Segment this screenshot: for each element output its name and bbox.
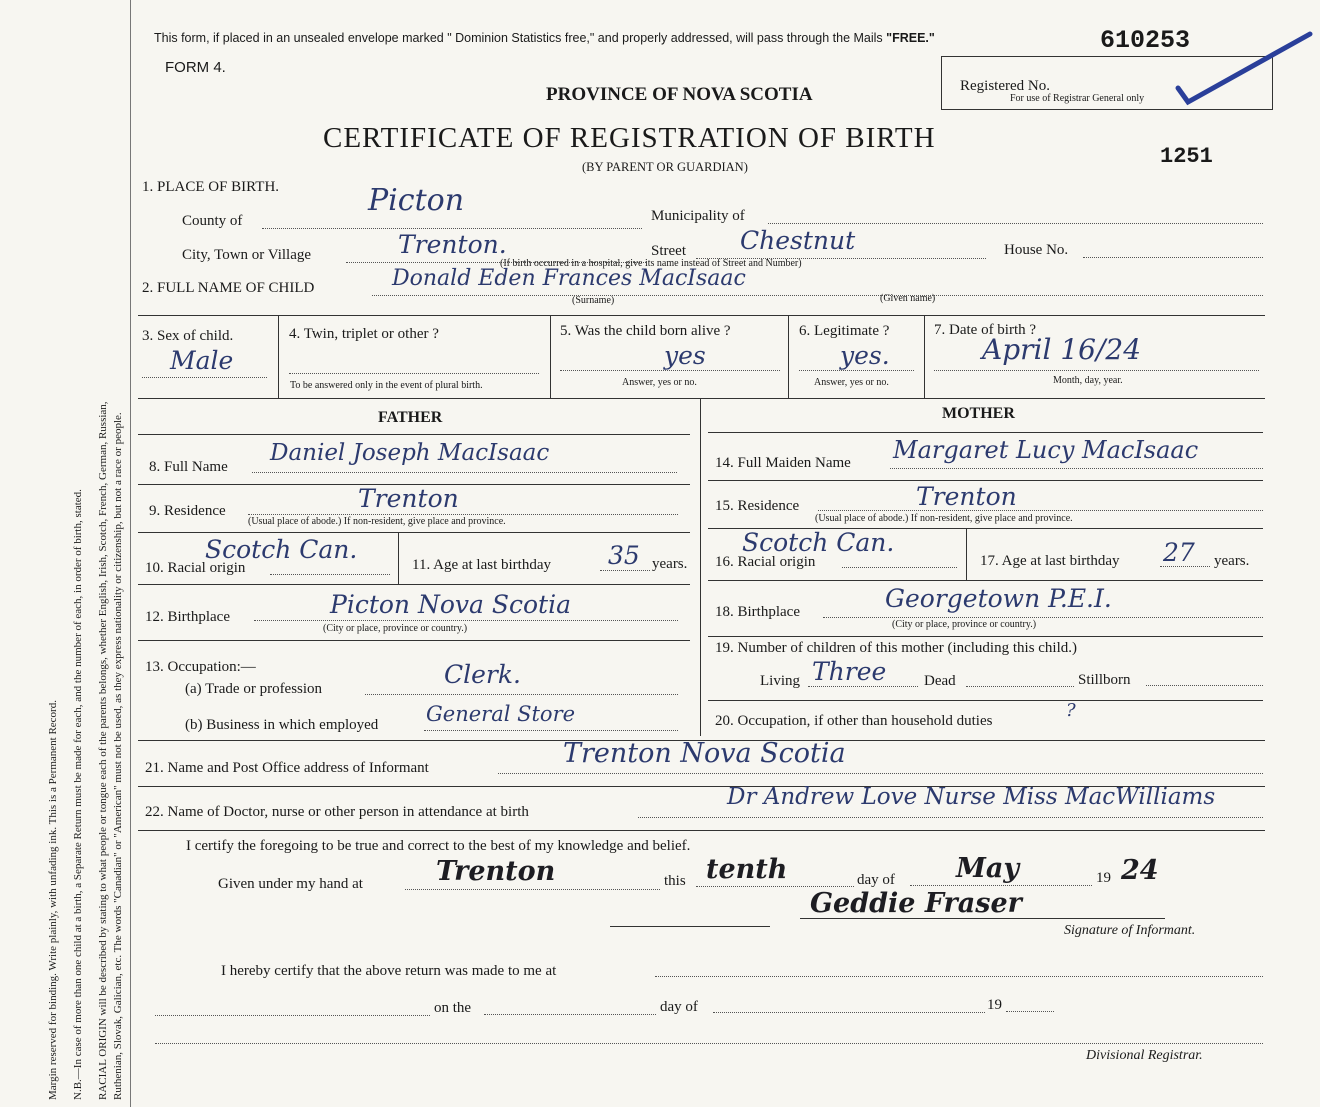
mother-name-value: Margaret Lucy MacIsaac bbox=[893, 436, 1199, 464]
father-birthplace-value: Picton Nova Scotia bbox=[330, 590, 571, 619]
year-prefix: 19 bbox=[1096, 870, 1111, 886]
father-occupation-label: 13. Occupation:— bbox=[145, 659, 256, 675]
row3-top-line bbox=[138, 315, 1265, 316]
row3-bottom-line bbox=[138, 398, 1265, 399]
mother-row14-line bbox=[708, 480, 1263, 481]
margin-note-racial-cont: Ruthenian, Slovak, Galician, etc. The words "Canadian" or "American" must not be used, as they express nationality or citizenship, but not a race or people. bbox=[112, 412, 124, 1100]
legitimate-label: 6. Legitimate ? bbox=[799, 323, 890, 339]
alive-value: yes bbox=[664, 341, 706, 370]
province-heading: PROVINCE OF NOVA SCOTIA bbox=[546, 84, 813, 105]
father-row9-line bbox=[138, 532, 690, 533]
row3-div1 bbox=[278, 315, 279, 398]
on-the-label: on the bbox=[434, 1000, 472, 1016]
county-label: County of bbox=[182, 213, 243, 229]
doctor-value: Dr Andrew Love Nurse Miss MacWilliams bbox=[727, 784, 1216, 810]
dob-note: Month, day, year. bbox=[1053, 375, 1123, 386]
father-name-label: 8. Full Name bbox=[149, 459, 228, 475]
on-the-line bbox=[484, 1014, 656, 1015]
hospital-note: (If birth occurred in a hospital, give its name instead of Street and Number) bbox=[500, 258, 802, 269]
mother-stillborn-line bbox=[1146, 685, 1263, 686]
registrar-place-line bbox=[655, 976, 1263, 977]
county-line bbox=[262, 228, 642, 229]
month-value: May bbox=[956, 853, 1020, 884]
father-race-label: 10. Racial origin bbox=[145, 560, 246, 576]
mother-children-label: 19. Number of children of this mother (including this child.) bbox=[715, 640, 1078, 656]
city-value: Trenton. bbox=[398, 230, 507, 259]
given-name-note: (Given name) bbox=[880, 293, 936, 304]
mail-notice-text: This form, if placed in an unsealed envelope marked " Dominion Statistics free," and properly addressed, will pass through the Mails bbox=[154, 31, 883, 45]
day-line bbox=[696, 886, 854, 887]
father-name-value: Daniel Joseph MacIsaac bbox=[270, 440, 550, 466]
given-label: Given under my hand at bbox=[218, 876, 363, 892]
mother-birthplace-value: Georgetown P.E.I. bbox=[885, 584, 1112, 613]
stamp-number: 1251 bbox=[1160, 144, 1213, 169]
sex-label: 3. Sex of child. bbox=[142, 328, 234, 344]
father-age-line bbox=[600, 570, 650, 571]
mother-name-label: 14. Full Maiden Name bbox=[715, 455, 851, 471]
father-trade-value: Clerk. bbox=[444, 660, 521, 689]
margin-note-nb: N.B.—In case of more than one child at a birth, a Separate Return must be made for each, and the number of each, in order of birth, stated. bbox=[72, 489, 84, 1100]
father-row12-line bbox=[138, 640, 690, 641]
mother-dead-label: Dead bbox=[924, 673, 956, 689]
divisional-registrar-caption: Divisional Registrar. bbox=[1086, 1048, 1203, 1063]
month-line bbox=[910, 885, 1092, 886]
informant-value: Trenton Nova Scotia bbox=[563, 738, 846, 769]
mother-occupation-label: 20. Occupation, if other than household duties bbox=[715, 713, 993, 729]
twin-label: 4. Twin, triplet or other ? bbox=[289, 326, 439, 342]
mother-row16-div bbox=[966, 528, 967, 580]
street-value: Chestnut bbox=[740, 226, 856, 255]
row3-div3 bbox=[788, 315, 789, 398]
certificate-subtitle: (BY PARENT OR GUARDIAN) bbox=[582, 160, 748, 174]
mother-heading: MOTHER bbox=[942, 405, 1015, 422]
father-race-line bbox=[270, 574, 390, 575]
father-heading: FATHER bbox=[378, 409, 443, 426]
year-value: 24 bbox=[1121, 855, 1159, 886]
mother-race-value: Scotch Can. bbox=[742, 528, 895, 557]
child-name-value: Donald Eden Frances MacIsaac bbox=[392, 266, 746, 291]
mother-row16-line bbox=[708, 580, 1263, 581]
day-value: tenth bbox=[706, 854, 788, 885]
surname-note: (Surname) bbox=[572, 295, 615, 306]
father-age-value: 35 bbox=[608, 541, 640, 570]
margin-note-binding: Margin reserved for binding. Write plainly, with unfading ink. This is a Permanent Record. bbox=[47, 700, 59, 1100]
twin-note: To be answered only in the event of plural birth. bbox=[290, 380, 483, 391]
municipality-line bbox=[768, 223, 1263, 224]
street-label: Street bbox=[651, 243, 686, 259]
father-business-line bbox=[424, 730, 678, 731]
father-name-line bbox=[252, 472, 677, 473]
sex-line bbox=[142, 377, 267, 378]
mother-stillborn-label: Stillborn bbox=[1078, 672, 1131, 688]
registrar-blank-line bbox=[155, 1015, 430, 1016]
mother-name-line bbox=[890, 468, 1263, 469]
registrar-signature-line bbox=[155, 1043, 1263, 1044]
place-of-birth-label: 1. PLACE OF BIRTH. bbox=[142, 179, 280, 195]
doctor-label: 22. Name of Doctor, nurse or other person in attendance at birth bbox=[145, 804, 529, 820]
mother-occupation-value: ? bbox=[1066, 700, 1076, 721]
alive-line bbox=[560, 370, 780, 371]
mother-age-value: 27 bbox=[1163, 538, 1195, 567]
mother-residence-value: Trenton bbox=[916, 482, 1017, 511]
mother-residence-line bbox=[818, 510, 1263, 511]
form-number: FORM 4. bbox=[165, 59, 226, 76]
mother-race-line bbox=[842, 567, 957, 568]
father-business-value: General Store bbox=[426, 702, 576, 726]
mother-living-line bbox=[808, 686, 918, 687]
row3-div4 bbox=[924, 315, 925, 398]
day-of-label: day of bbox=[857, 872, 895, 888]
county-value: Picton bbox=[368, 183, 465, 218]
dob-label: 7. Date of birth ? bbox=[934, 322, 1037, 338]
father-residence-value: Trenton bbox=[358, 484, 459, 513]
given-place-value: Trenton bbox=[436, 856, 556, 887]
mother-residence-label: 15. Residence bbox=[715, 498, 800, 514]
mother-race-label: 16. Racial origin bbox=[715, 554, 816, 570]
mother-row18-line bbox=[708, 636, 1263, 637]
father-birthplace-line bbox=[254, 620, 678, 621]
father-head-line bbox=[138, 434, 690, 435]
alive-label: 5. Was the child born alive ? bbox=[560, 323, 731, 339]
informant-label: 21. Name and Post Office address of Informant bbox=[145, 760, 429, 776]
parents-divider bbox=[700, 398, 701, 736]
father-birthplace-note: (City or place, province or country.) bbox=[323, 623, 468, 634]
dob-value: April 16/24 bbox=[982, 333, 1142, 366]
father-trade-label: (a) Trade or profession bbox=[185, 681, 323, 697]
legitimate-note: Answer, yes or no. bbox=[814, 377, 889, 388]
margin-note-racial: RACIAL ORIGIN will be described by stating to what people or tongue each of the parents belongs, whether English, Irish, Scotch, French, German, Russian, bbox=[97, 401, 109, 1100]
doctor-line bbox=[638, 817, 1263, 818]
row22-line bbox=[138, 830, 1265, 831]
checkmark-icon bbox=[1170, 28, 1320, 108]
father-years-label: years. bbox=[652, 556, 688, 572]
legitimate-line bbox=[799, 370, 914, 371]
twin-line bbox=[289, 373, 539, 374]
registrar-use-note: For use of Registrar General only bbox=[1010, 93, 1145, 104]
sex-value: Male bbox=[170, 346, 234, 375]
registrar-year-line bbox=[1006, 1011, 1054, 1012]
registered-label: Registered No. bbox=[960, 78, 1050, 94]
dob-line bbox=[934, 370, 1259, 371]
house-label: House No. bbox=[1004, 242, 1069, 258]
father-race-value: Scotch Can. bbox=[205, 535, 358, 564]
father-residence-label: 9. Residence bbox=[149, 503, 226, 519]
child-name-line bbox=[372, 295, 1263, 296]
year-prefix2: 19 bbox=[987, 997, 1002, 1013]
father-age-label: 11. Age at last birthday bbox=[412, 557, 551, 573]
mother-birthplace-label: 18. Birthplace bbox=[715, 604, 800, 620]
city-label: City, Town or Village bbox=[182, 247, 312, 263]
municipality-label: Municipality of bbox=[651, 208, 745, 224]
free-label: "FREE." bbox=[886, 31, 935, 45]
registrar-month-line bbox=[713, 1012, 985, 1013]
mother-birthplace-note: (City or place, province or country.) bbox=[892, 619, 1037, 630]
margin-line bbox=[130, 0, 131, 1107]
informant-line bbox=[498, 773, 1263, 774]
father-birthplace-label: 12. Birthplace bbox=[145, 609, 230, 625]
father-abode-note: (Usual place of abode.) If non-resident, give place and province. bbox=[248, 516, 506, 527]
mother-head-line bbox=[708, 432, 1263, 433]
mother-years-label: years. bbox=[1214, 553, 1250, 569]
mother-abode-note: (Usual place of abode.) If non-resident, give place and province. bbox=[815, 513, 1073, 524]
father-trade-line bbox=[365, 694, 678, 695]
row3-div2 bbox=[550, 315, 551, 398]
father-residence-line bbox=[248, 514, 678, 515]
mother-dead-line bbox=[966, 686, 1074, 687]
signature-caption: Signature of Informant. bbox=[1064, 923, 1196, 938]
given-place-line bbox=[405, 889, 660, 890]
father-business-label: (b) Business in which employed bbox=[185, 717, 379, 733]
signature-left-line bbox=[610, 926, 770, 927]
father-row10-div bbox=[398, 532, 399, 584]
informant-signature: Geddie Fraser bbox=[810, 888, 1022, 919]
mail-notice bbox=[154, 32, 935, 45]
father-row10-line bbox=[138, 584, 690, 585]
child-name-label: 2. FULL NAME OF CHILD bbox=[142, 280, 315, 296]
mother-living-label: Living bbox=[760, 673, 800, 689]
this-label: this bbox=[664, 873, 686, 889]
mother-birthplace-line bbox=[823, 617, 1263, 618]
mother-age-label: 17. Age at last birthday bbox=[980, 553, 1120, 569]
certify-statement: I certify the foregoing to be true and correct to the best of my knowledge and belief. bbox=[186, 838, 691, 854]
day-of2-label: day of bbox=[660, 999, 698, 1015]
certificate-title: CERTIFICATE OF REGISTRATION OF BIRTH bbox=[323, 122, 936, 154]
alive-note: Answer, yes or no. bbox=[622, 377, 697, 388]
mother-row19-line bbox=[708, 700, 1263, 701]
registrar-statement: I hereby certify that the above return was made to me at bbox=[221, 963, 557, 979]
mother-living-value: Three bbox=[812, 657, 887, 686]
house-line bbox=[1083, 257, 1263, 258]
serial-number: 610253 bbox=[1100, 26, 1191, 55]
legitimate-value: yes. bbox=[840, 341, 890, 370]
